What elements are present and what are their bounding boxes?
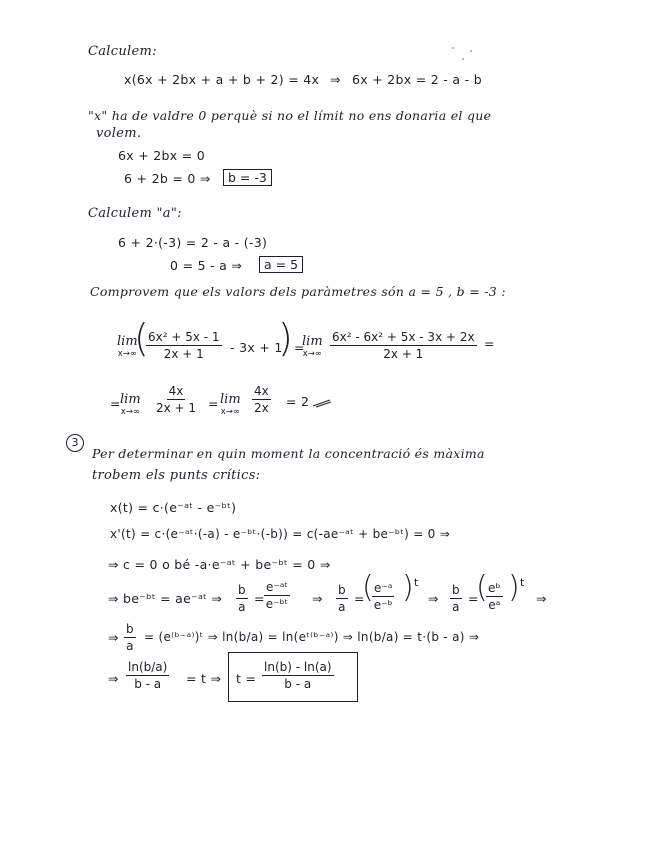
- fraction-b-over-a: [236, 583, 248, 614]
- fraction-b-over-a: [336, 583, 348, 614]
- fraction-numerator: b: [338, 583, 346, 597]
- lim1-tail: - 3x + 1: [230, 340, 283, 355]
- equals-sign: =: [294, 340, 305, 355]
- b-result-box: b = -3: [223, 169, 272, 186]
- fraction-numerator: 4x: [168, 384, 184, 398]
- fraction-denominator: a: [452, 600, 460, 614]
- big-paren-open: (: [134, 316, 149, 360]
- fraction-ln-b-over-a: [126, 660, 169, 691]
- limit-operator-2: [302, 334, 323, 359]
- fraction-numerator: eᵇ: [488, 581, 501, 595]
- fraction-numerator: ln(b) - ln(a): [264, 660, 332, 674]
- step2-tail: = (e⁽ᵇ⁻ᵃ⁾)ᵗ ⇒ ln(b/a) = ln(eᵗ⁽ᵇ⁻ᵃ⁾) ⇒ ln(b/a) = t·(b - a) ⇒: [144, 630, 480, 644]
- fraction-lim3: [156, 384, 196, 415]
- paper-speck: [470, 50, 472, 52]
- intro-line-2: trobem els punts crítics:: [92, 468, 261, 483]
- fraction-denominator: a: [126, 639, 134, 653]
- fraction-lim2: [330, 330, 477, 361]
- fraction-final: [262, 660, 334, 691]
- equation-1-arrow: ⇒: [330, 72, 341, 87]
- equation-5: 0 = 5 - a ⇒: [170, 258, 243, 273]
- paren-open: (: [362, 570, 374, 605]
- equation-4: 6 + 2·(-3) = 2 - a - (-3): [118, 235, 268, 250]
- fraction-denominator: e⁻ᵇ: [373, 598, 393, 612]
- equation-1-lhs: x(6x + 2bx + a + b + 2) = 4x: [124, 72, 320, 87]
- limit-subscript: x→∞: [302, 349, 322, 359]
- final-equation: = t ⇒: [186, 671, 222, 686]
- equation-xprime: x'(t) = c·(e⁻ᵃᵗ·(-a) - e⁻ᵇᵗ·(-b)) = c(-ae⁻ᵃᵗ + be⁻ᵇᵗ) = 0 ⇒: [110, 527, 451, 541]
- exponent-t: t: [520, 576, 525, 589]
- fraction-numerator: 6x² - 6x² + 5x - 3x + 2x: [332, 330, 475, 344]
- check-line: Comprovem que els valors dels paràmetres són a = 5 , b = -3 :: [90, 284, 506, 299]
- intro-line-1: Per determinar en quin moment la concentració és màxima: [92, 446, 485, 461]
- limit-subscript: x→∞: [117, 349, 137, 359]
- limit-result: = 2: [286, 394, 310, 409]
- fraction-denominator: b - a: [134, 677, 162, 691]
- implies-arrow: ⇒: [536, 591, 547, 606]
- equals-sign: =: [110, 396, 121, 411]
- equals-sign: =: [254, 591, 265, 606]
- limit-word: lim: [120, 392, 141, 407]
- a-result-box: a = 5: [259, 256, 303, 273]
- fraction-numerator: e⁻ᵃᵗ: [266, 580, 288, 594]
- limit-word: lim: [302, 334, 323, 349]
- fraction-b-over-a: [450, 583, 462, 614]
- equation-1-rhs: 6x + 2bx = 2 - a - b: [352, 72, 482, 87]
- fraction-denominator: 2x: [254, 401, 269, 415]
- fraction-denominator: e⁻ᵇᵗ: [265, 597, 289, 611]
- implies-arrow: ⇒: [428, 591, 439, 606]
- result-underline-mark: [312, 398, 332, 408]
- fraction-lim4: [252, 384, 271, 415]
- fraction-numerator: 6x² + 5x - 1: [148, 330, 220, 344]
- fraction-exp-neg: [372, 581, 394, 612]
- heading-calculem: Calculem:: [88, 44, 157, 59]
- fraction-numerator: b: [126, 622, 134, 636]
- section-number-circle: 3: [66, 434, 84, 452]
- note-line-1: "x" ha de valdre 0 perquè si no el límit no ens donaria el que: [88, 108, 492, 123]
- fraction-denominator: b - a: [284, 677, 312, 691]
- fraction-exp-pos: [486, 581, 503, 612]
- fraction-denominator: 2x + 1: [163, 347, 204, 361]
- equals-sign: =: [354, 591, 365, 606]
- final-t: t =: [236, 671, 257, 686]
- implies-arrow: ⇒: [108, 630, 119, 645]
- fraction-denominator: a: [238, 600, 246, 614]
- equation-3: 6 + 2b = 0 ⇒: [124, 171, 211, 186]
- limit-word: lim: [117, 334, 138, 349]
- paren-close: ): [508, 570, 520, 605]
- paper-speck: [452, 47, 454, 49]
- fraction-denominator: 2x + 1: [383, 347, 424, 361]
- equals-sign: =: [484, 336, 495, 351]
- exponent-t: t: [414, 576, 419, 589]
- fraction-lim1: [146, 330, 222, 361]
- paper-speck: [462, 58, 464, 60]
- fraction-b-over-a: [124, 622, 136, 653]
- equation-2: 6x + 2bx = 0: [118, 148, 206, 163]
- implies-arrow: ⇒: [312, 591, 323, 606]
- heading-calculem-a: Calculem "a":: [88, 206, 182, 221]
- step1-lhs: ⇒ be⁻ᵇᵗ = ae⁻ᵃᵗ ⇒: [108, 591, 223, 606]
- big-paren-close: ): [278, 316, 293, 360]
- implies-arrow: ⇒: [108, 671, 119, 686]
- paren-close: ): [402, 570, 414, 605]
- limit-operator-4: [220, 392, 241, 417]
- limit-subscript: x→∞: [120, 407, 140, 417]
- fraction-denominator: a: [338, 600, 346, 614]
- fraction-numerator: e⁻ᵃ: [374, 581, 393, 595]
- equals-sign: =: [208, 396, 219, 411]
- fraction-numerator: 4x: [254, 384, 269, 398]
- paren-open: (: [476, 570, 488, 605]
- equals-sign: =: [468, 591, 479, 606]
- fraction-numerator: b: [238, 583, 246, 597]
- fraction-numerator: b: [452, 583, 460, 597]
- case-line: ⇒ c = 0 o bé -a·e⁻ᵃᵗ + be⁻ᵇᵗ = 0 ⇒: [108, 557, 331, 572]
- fraction-denominator: 2x + 1: [156, 401, 197, 415]
- equation-xt: x(t) = c·(e⁻ᵃᵗ - e⁻ᵇᵗ): [110, 500, 237, 515]
- note-line-2: volem.: [96, 126, 142, 141]
- fraction-denominator: eᵃ: [488, 598, 501, 612]
- limit-word: lim: [220, 392, 241, 407]
- fraction-exp-ratio: [264, 580, 290, 611]
- limit-subscript: x→∞: [220, 407, 240, 417]
- fraction-numerator: ln(b/a): [128, 660, 168, 674]
- limit-operator-3: [120, 392, 141, 417]
